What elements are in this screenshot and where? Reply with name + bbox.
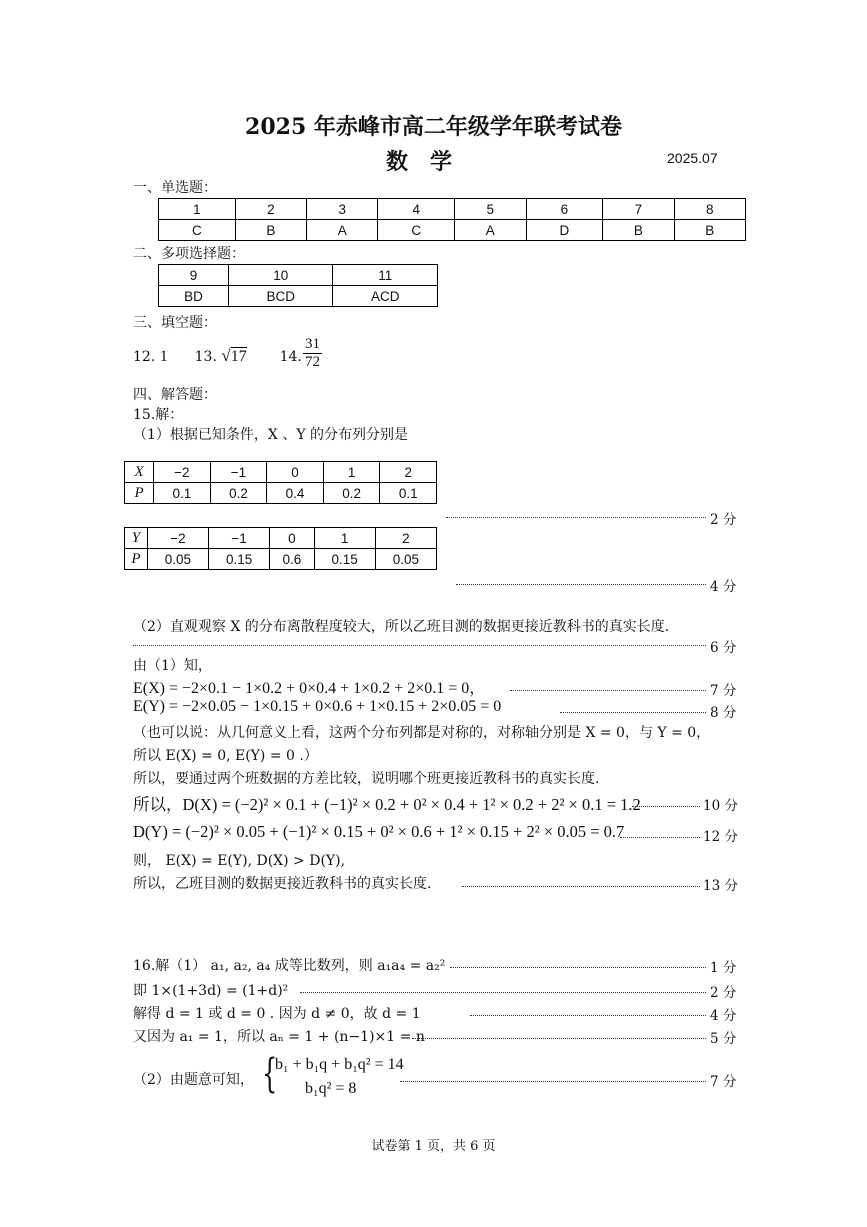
table-cell: 0.2: [210, 483, 267, 504]
score-mark: 2 分: [710, 512, 737, 528]
table-row: [159, 220, 746, 241]
dot-leader: [450, 967, 706, 968]
table-cell: 0.1: [380, 483, 437, 504]
single-choice-table: [158, 198, 746, 241]
table-cell: 0.05: [375, 549, 436, 570]
q16-line: 16.解（1） a₁, a₂, a₄ 成等比数列，则 a₁a₄ = a₂²: [133, 958, 446, 974]
table-cell: −1: [209, 528, 270, 549]
table-row: [125, 549, 437, 570]
dot-leader: [412, 1038, 706, 1039]
multi-choice-table: [158, 264, 438, 307]
q15-line: 所以，要通过两个班数据的方差比较，说明哪个班更接近教科书的真实长度.: [133, 771, 600, 787]
q14-fraction: [303, 336, 322, 371]
table-cell: C: [159, 220, 236, 241]
table-cell: X: [125, 462, 154, 483]
q12-label: 12.: [133, 349, 156, 365]
table-cell: BCD: [228, 286, 333, 307]
table-row: [159, 199, 746, 220]
score-mark: 7 分: [710, 683, 737, 699]
dot-leader: [133, 645, 706, 646]
table-row: [125, 483, 437, 504]
section-multi-choice-label: 二、多项选择题：: [133, 246, 245, 262]
q14-denominator: 72: [305, 354, 320, 370]
q16-line: 即 1×(1+3d) = (1+d)²: [133, 983, 289, 999]
q16-line: 解得 d = 1 或 d = 0 . 因为 d ≠ 0，故 d = 1: [133, 1006, 421, 1022]
score-mark: 4 分: [710, 579, 737, 595]
brace-icon: {: [262, 1051, 278, 1097]
dot-leader: [462, 886, 700, 887]
table-cell: D: [526, 220, 603, 241]
score-mark: 1 分: [710, 960, 737, 976]
section-fill-blank-label: 三、填空题：: [133, 315, 217, 331]
q15-part1: （1）根据已知条件，X 、Y 的分布列分别是: [133, 427, 409, 443]
q16-system-eq1: b₁ + b₁q + b₁q² = 14: [275, 1056, 404, 1073]
sqrt-icon: √: [221, 346, 231, 365]
table-cell: 5: [455, 199, 526, 220]
score-mark: 4 分: [710, 1008, 737, 1024]
table-cell: 0.15: [314, 549, 375, 570]
table-cell: B: [674, 220, 745, 241]
dot-leader: [632, 806, 700, 807]
q16-line: 又因为 a₁ = 1，所以 aₙ = 1 + (n−1)×1 = n: [133, 1029, 425, 1045]
table-row: [159, 286, 438, 307]
q15-dx-formula: 所以，D(X) = (−2)² × 0.1 + (−1)² × 0.2 + 0² × 0.4 + 1² × 0.2 + 2² × 0.1 = 1.2: [133, 795, 641, 814]
table-cell: 4: [378, 199, 455, 220]
table-cell: BD: [159, 286, 229, 307]
q15-ex-formula: E(X) = −2×0.1 − 1×0.2 + 0×0.4 + 1×0.2 + 2×0.1 = 0，: [133, 680, 486, 697]
distribution-table-x: [124, 461, 437, 504]
table-cell: 1: [159, 199, 236, 220]
dot-leader: [300, 992, 706, 993]
table-cell: ACD: [333, 286, 438, 307]
q15-line: 所以 E(X) = 0, E(Y) = 0 .）: [133, 748, 318, 764]
table-cell: 0.2: [323, 483, 380, 504]
q12-answer: 1: [159, 348, 168, 365]
score-mark: 5 分: [710, 1031, 737, 1047]
subject-title: 数学: [386, 149, 475, 175]
table-cell: 9: [159, 265, 229, 286]
table-cell: 0.6: [270, 549, 314, 570]
dot-leader: [456, 584, 706, 585]
table-cell: 6: [526, 199, 603, 220]
score-mark: 12 分: [703, 829, 738, 845]
table-cell: 3: [307, 199, 378, 220]
table-cell: −1: [210, 462, 267, 483]
score-mark: 10 分: [703, 798, 738, 814]
table-cell: 11: [333, 265, 438, 286]
dot-leader: [560, 712, 706, 713]
table-cell: 2: [235, 199, 306, 220]
table-cell: A: [455, 220, 526, 241]
table-cell: 2: [375, 528, 436, 549]
table-cell: 0.15: [209, 549, 270, 570]
q15-ey-formula: E(Y) = −2×0.05 − 1×0.15 + 0×0.6 + 1×0.15 + 2×0.05 = 0: [133, 698, 502, 715]
table-cell: 10: [228, 265, 333, 286]
table-cell: −2: [154, 462, 211, 483]
dot-leader: [470, 1015, 706, 1016]
score-mark: 2 分: [710, 985, 737, 1001]
dot-leader: [620, 837, 700, 838]
exam-date: 2025.07: [667, 150, 718, 166]
q16-line: （2）由题意可知，: [133, 1072, 254, 1088]
table-cell: 8: [674, 199, 745, 220]
dot-leader: [446, 517, 706, 518]
fill-blank-answers: [133, 346, 302, 366]
q13-label: 13.: [194, 349, 217, 365]
table-cell: Y: [125, 528, 148, 549]
table-row: [125, 528, 437, 549]
table-cell: B: [603, 220, 674, 241]
score-mark: 6 分: [710, 640, 737, 656]
q15-line: 则， E(X) = E(Y), D(X) > D(Y),: [133, 853, 346, 869]
table-row: [125, 462, 437, 483]
q15-dy-formula: D(Y) = (−2)² × 0.05 + (−1)² × 0.15 + 0² × 0.6 + 1² × 0.15 + 2² × 0.05 = 0.7: [133, 822, 625, 841]
section-solution-label: 四、解答题：: [133, 387, 217, 403]
q14-label: 14.: [279, 349, 302, 365]
table-cell: 0.4: [267, 483, 324, 504]
table-row: [159, 265, 438, 286]
q15-head: 15.解：: [133, 407, 184, 423]
table-cell: 0.1: [154, 483, 211, 504]
table-cell: C: [378, 220, 455, 241]
table-cell: 0.05: [147, 549, 208, 570]
section-single-choice-label: 一、单选题：: [133, 180, 217, 196]
table-cell: −2: [147, 528, 208, 549]
score-mark: 13 分: [703, 878, 738, 894]
score-mark: 7 分: [710, 1074, 737, 1090]
table-cell: 1: [323, 462, 380, 483]
table-cell: P: [125, 483, 154, 504]
distribution-table-y: [124, 527, 437, 570]
score-mark: 8 分: [710, 705, 737, 721]
table-cell: 0: [270, 528, 314, 549]
q14-numerator: 31: [305, 336, 320, 352]
table-cell: 0: [267, 462, 324, 483]
dot-leader: [510, 690, 706, 691]
q13-answer: 17: [230, 348, 247, 365]
table-cell: 1: [314, 528, 375, 549]
q15-part2: （2）直观观察 X 的分布离散程度较大，所以乙班目测的数据更接近教科书的真实长度.: [133, 619, 670, 635]
q15-line: 由（1）知，: [133, 658, 212, 674]
q15-conclusion: 所以，乙班目测的数据更接近教科书的真实长度.: [133, 876, 432, 892]
q16-system-eq2: b₁q² = 8: [305, 1080, 357, 1097]
table-cell: 2: [380, 462, 437, 483]
page-footer: 试卷第 1 页，共 6 页: [371, 1139, 496, 1154]
table-cell: B: [235, 220, 306, 241]
dot-leader: [400, 1081, 706, 1082]
table-cell: 7: [603, 199, 674, 220]
table-cell: P: [125, 549, 148, 570]
exam-title: 2025 年赤峰市高二年级学年联考试卷: [245, 114, 622, 140]
table-cell: A: [307, 220, 378, 241]
q15-line: （也可以说：从几何意义上看，这两个分布列都是对称的，对称轴分别是 X = 0，与 Y = 0，: [133, 725, 711, 741]
